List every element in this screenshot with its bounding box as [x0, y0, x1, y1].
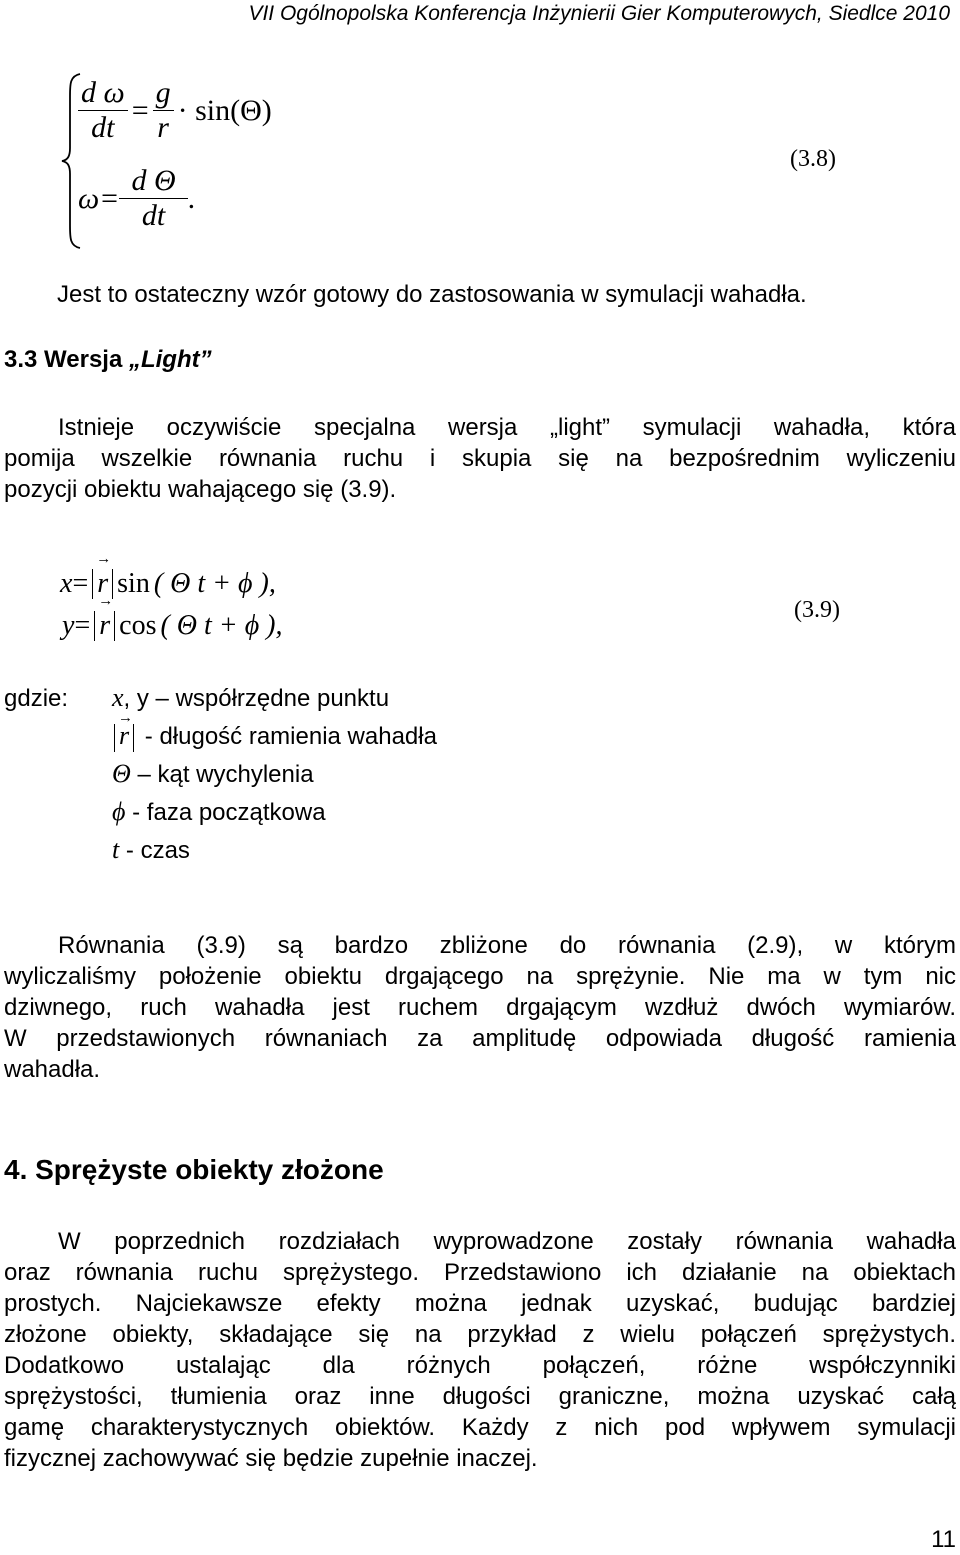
- paragraph-comparison: Równania (3.9) są bardzo zbliżone do równania (2.9), w którym wyliczaliśmy położenie obiektu drgającego na sprężynie. Nie ma w tym nic dziwnego, ruch wahadła jest ruchem drgającym wzdłuż dwóch wymiarów. W przedstawionych równaniach za amplitudę odpowiada długość ramienia wahadła.: [4, 932, 956, 1083]
- paragraph-conclusion: Jest to ostateczny wzór gotowy do zastosowania w symulacji wahadła.: [57, 281, 807, 308]
- paragraph-complex-objects: W poprzednich rozdziałach wyprowadzone zostały równania wahadła oraz równania ruchu sprężystego. Przedstawiono ich działanie na obiektach prostych. Najciekawsze efekty można jednak uzyskać, budując bardziej złożone obiekty, składające się na przykład z wielu połączeń sprężystych. Dodatkowo ustalając dla różnych połączeń, różne współczynniki sprężystości, tłumienia oraz inne długości graniczne, można uzyskać całą gamę charakterystycznych obiektów. Każdy z nich pod wpływem symulacji fizycznej zachowywać się będzie zupełnie inaczej.: [4, 1228, 956, 1472]
- equation-3-9-line-y: y = → r cos ( Θ t + ϕ ),: [62, 610, 283, 642]
- running-header: VII Ogólnopolska Konferencja Inżynierii Gier Komputerowych, Siedlce 2010: [248, 2, 950, 25]
- legend-item-r: → r - długość ramienia wahadła: [112, 720, 437, 758]
- page-number: 11: [931, 1526, 956, 1553]
- fraction-domega-dt: $\frac{\text{d ω}}{dt}$: [78, 76, 128, 145]
- equation-3-8-line-2: ω= $\frac{\text{d Θ}}{dt}$ .: [78, 164, 196, 232]
- legend-list: [112, 682, 437, 872]
- equation-label-3-8: (3.8): [790, 146, 836, 172]
- equation-3-9: [60, 568, 920, 658]
- legend-item-phi: ϕ - faza początkowa: [112, 797, 326, 826]
- fraction-g-r: $\frac{g}{r}$: [153, 76, 174, 145]
- legend-item-x: x, y – współrzędne punktu: [112, 683, 390, 712]
- legend-lead: gdzie:: [4, 685, 69, 712]
- section-heading-4: 4. Sprężyste obiekty złożone: [4, 1154, 384, 1185]
- legend-item-t: t - czas: [112, 835, 190, 864]
- paragraph-light-version: Istnieje oczywiście specjalna wersja „light” symulacji wahadła, która pomija wszelkie równania ruchu i skupia się na bezpośrednim wyliczeniu pozycji obiektu wahającego się (3.9).: [4, 414, 956, 503]
- fraction-dtheta-dt: $\frac{\text{d Θ}}{dt}$: [119, 164, 187, 233]
- legend-item-theta: Θ – kąt wychylenia: [112, 759, 314, 788]
- equation-3-8: [60, 72, 920, 252]
- section-heading-3-3: 3.3 Wersja „Light”: [4, 346, 212, 373]
- equation-3-8-line-1: $\frac{\text{d ω}}{dt}$ = $\frac{g}{r}$ · sin(Θ): [78, 76, 272, 145]
- equation-label-3-9: (3.9): [794, 597, 840, 623]
- equation-3-9-line-x: x = → r sin ( Θ t + ϕ ),: [60, 568, 276, 600]
